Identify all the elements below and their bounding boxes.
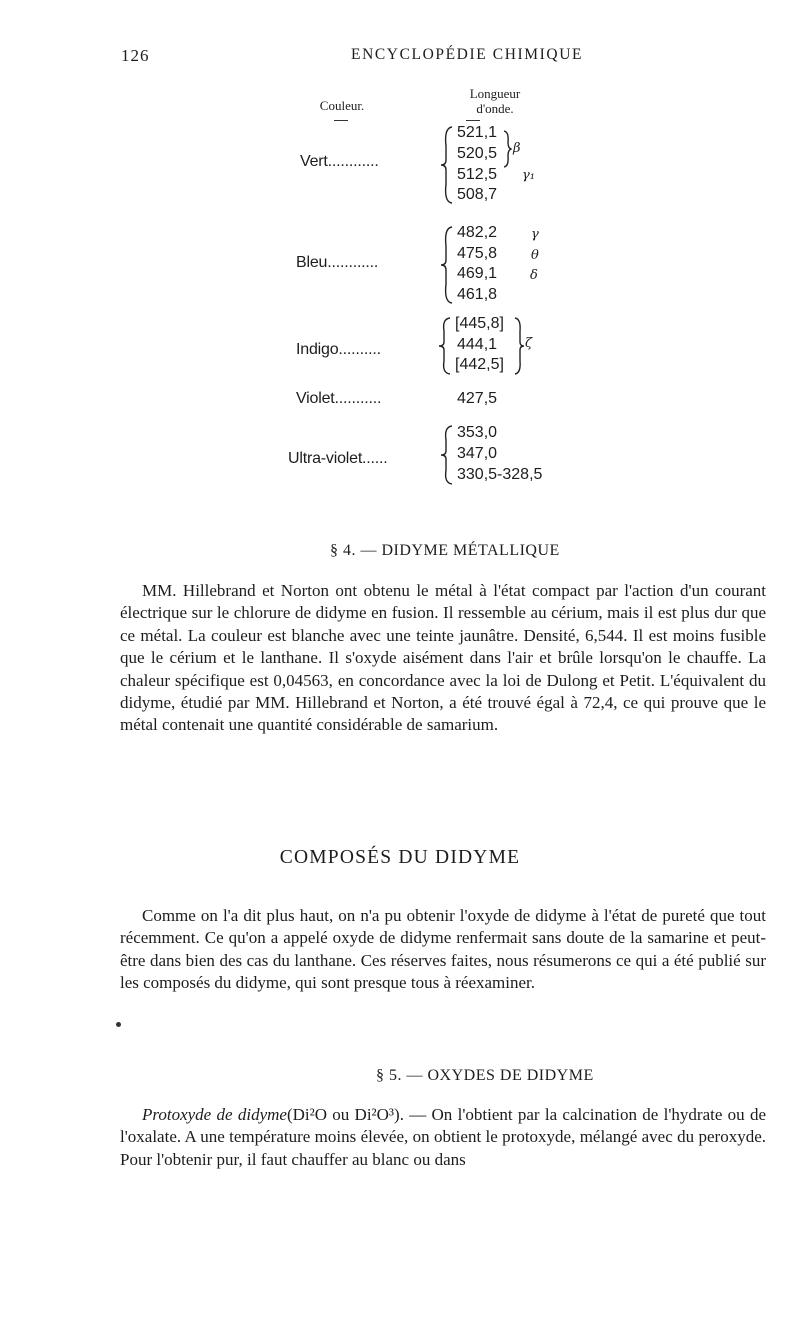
value-indigo-2: 444,1 xyxy=(457,336,498,353)
value-vert-2: 520,5 xyxy=(457,145,498,162)
value-indigo-3: [442,5] xyxy=(455,356,504,373)
column-header-longueur xyxy=(440,86,550,116)
brace-vert xyxy=(440,126,454,204)
section-5-paragraph xyxy=(120,1104,766,1171)
value-indigo-1: [445,8] xyxy=(455,315,504,332)
greek-gamma: γ xyxy=(531,227,539,242)
value-ultra-violet-3: 330,5-328,5 xyxy=(457,466,543,483)
margin-dot xyxy=(116,1022,121,1027)
composes-paragraph xyxy=(120,905,766,995)
value-bleu-4: 461,8 xyxy=(457,286,498,303)
section-5-text xyxy=(120,1104,766,1171)
protoxyde-formula: (Di²O ou Di²O³). xyxy=(286,1105,404,1124)
section-4-paragraph xyxy=(120,580,766,737)
protoxyde-term: Protoxyde de didyme xyxy=(142,1105,287,1124)
row-label-indigo: Indigo.......... xyxy=(296,341,381,358)
row-label-violet: Violet........... xyxy=(296,390,382,407)
value-bleu-2: 475,8 xyxy=(457,245,498,262)
greek-theta: θ xyxy=(531,248,539,263)
running-head: ENCYCLOPÉDIE CHIMIQUE xyxy=(351,46,584,63)
brace-ultra-violet xyxy=(440,425,454,485)
value-violet-1: 427,5 xyxy=(457,390,498,407)
column-dash-couleur xyxy=(334,120,348,121)
column-header-longueur-line2: d'onde. xyxy=(476,101,514,116)
column-header-couleur: Couleur. xyxy=(319,98,365,113)
brace-indigo xyxy=(438,317,452,375)
value-bleu-1: 482,2 xyxy=(457,224,498,241)
composes-title: COMPOSÉS DU DIDYME xyxy=(279,847,521,868)
row-label-ultra-violet: Ultra-violet...... xyxy=(288,450,388,467)
section-4-title: § 4. — DIDYME MÉTALLIQUE xyxy=(330,542,560,559)
greek-gamma1: γ₁ xyxy=(522,168,535,183)
value-ultra-violet-1: 353,0 xyxy=(457,424,498,441)
brace-vert-beta xyxy=(502,130,512,168)
value-vert-4: 508,7 xyxy=(457,186,498,203)
section-5-title: § 5. — OXYDES DE DIDYME xyxy=(376,1067,594,1084)
brace-bleu xyxy=(440,226,454,304)
page-header xyxy=(0,46,800,70)
greek-delta: δ xyxy=(530,268,538,283)
row-label-vert: Vert............ xyxy=(300,153,379,170)
brace-indigo-zeta xyxy=(513,317,525,375)
composes-text: Comme on l'a dit plus haut, on n'a pu obtenir l'oxyde de didyme à l'état de pureté que tout récemment. Ce qu'on a appelé oxyde de didyme renfermait sans doute de la samarine et peut-être dans bien des cas du lanthane. Ces réserves faites, nous résumerons ce qui a été publié sur les composés du didyme, qui sont presque tous à réexaminer. xyxy=(120,906,766,993)
value-vert-1: 521,1 xyxy=(457,124,498,141)
page-number: 126 xyxy=(121,46,150,65)
value-ultra-violet-2: 347,0 xyxy=(457,445,498,462)
value-bleu-3: 469,1 xyxy=(457,265,498,282)
row-label-bleu: Bleu............ xyxy=(296,254,379,271)
column-dash-longueur xyxy=(466,120,480,121)
greek-zeta: ζ xyxy=(525,336,533,351)
section-5-rest: — On l'obtient par la calcination de l'hydrate ou de l'oxalate. A une température moins élevée, on obtient le protoxyde, mélangé avec du peroxyde. Pour l'obtenir pur, il faut chauffer au blanc ou dans xyxy=(120,1105,767,1169)
section-4-text: MM. Hillebrand et Norton ont obtenu le métal à l'état compact par l'action d'un courant électrique sur le chlorure de didyme en fusion. Il ressemble au cérium, mais il est plus dur que ce métal. La couleur est blanche avec une teinte jaunâtre. Densité, 6,544. Il est moins fusible que le cérium et le lanthane. Il s'oxyde aisément dans l'air et brûle lorsqu'on le chauffe. La chaleur spécifique est 0,04563, en concordance avec la loi de Dulong et Petit. L'équivalent du didyme, étudié par MM. Hillebrand et Norton, a été trouvé égal à 72,4, ce qui prouve que le métal contenait une quantité considérable de samarium. xyxy=(120,581,766,735)
greek-beta: β xyxy=(513,141,521,156)
value-vert-3: 512,5 xyxy=(457,166,498,183)
column-header-longueur-line1: Longueur xyxy=(469,86,521,101)
